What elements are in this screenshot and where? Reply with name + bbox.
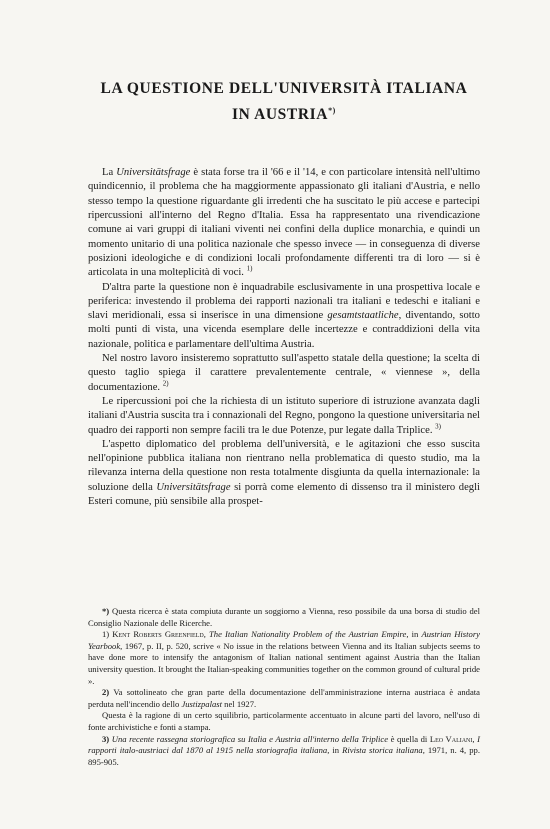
title-line-1: LA QUESTIONE DELL'UNIVERSITÀ ITALIANA: [100, 80, 468, 97]
footnote-3-author: Leo Valiani: [429, 733, 473, 744]
p1-text-a: La: [102, 167, 117, 179]
footnote-2-work: Justizpalast: [181, 698, 223, 709]
paragraph-3: [88, 352, 480, 395]
footnote-3-mark: 3): [102, 733, 110, 744]
footnote-1-rest: , 1967, p. II, p. 520, scrive « No issue in the relations between Vienna and its Italian subjects seems to have done more to intensify the antagonism of Italian national sentiment against Austria than the Italian university question. It brought the Italian-speaking communities together on the common ground of cultural pride ».: [88, 640, 480, 686]
footnote-ref-1[interactable]: 1): [246, 264, 253, 273]
footnote-1-author: Kent Roberts Greenfield,: [109, 629, 209, 640]
footnote-3-journal: Rivista storica italiana: [342, 745, 423, 756]
footnote-star-text: Questa ricerca è stata compiuta durante un soggiorno a Vienna, reso possibile da una borsa di studio del Consiglio Nazionale delle Ricerche.: [88, 606, 480, 628]
article-title: [88, 0, 480, 126]
footnote-1-mark: 1): [102, 629, 110, 640]
title-footnote-mark: *): [328, 106, 336, 115]
paragraph-4: [88, 395, 480, 438]
footnote-ref-2[interactable]: 2): [162, 379, 169, 388]
footnote-star: [88, 606, 480, 629]
p2-text-c: , diventando, sotto molti punti di vista, una vicenda esemplare delle incertezze e contraddizioni della vita nazionale, politica e parlamentare dell'ultima Austria.: [88, 310, 480, 350]
footnote-1-work: The Italian Nationality Problem of the Austrian Empire: [209, 629, 407, 640]
footnote-3-italic: Una recente rassegna storiografica su Italia e Austria all'interno della Triplice: [109, 733, 389, 744]
footnote-2-rest: nel 1927.: [222, 698, 257, 709]
paragraph-5: [88, 438, 480, 509]
footnote-3-text-b: è quella di: [388, 733, 430, 744]
p5-text-a: L'aspetto diplomatico del problema dell'università, e le agitazioni che esso suscita nell'opinione pubblica italiana non rientrano nella problematica di questo studio, ma la rilevanza interna della questione non resta totalmente disgiunta da quella internazionale: la soluzione della: [88, 438, 480, 493]
p5-text-c: si porrà come elemento di dissenso tra il ministero degli Esteri comune, più sensibile alla prospet-: [88, 481, 480, 507]
footnote-2b-text: Questa è la ragione di un certo squilibrio, particolarmente accentuato in alcune parti del lavoro, nell'uso di fonte archivistiche e fonti a stampa.: [88, 710, 480, 732]
footnote-2-text: Va sottolineato che gran parte della documentazione dell'amministrazione interna austriaca è andata perduta nell'incendio dello: [88, 687, 480, 709]
footnote-1: [88, 629, 480, 687]
article-body: [88, 166, 480, 509]
footnote-2-continued: [88, 710, 480, 733]
p1-text-c: è stata forse tra il '66 e il '14, e con particolare intensità nell'ultimo quindicennio, il problema che ha maggiormente appassionato gli italiani d'Austria, e nello stesso tempo la questione riguardante gli irredenti che ha suscitato le più accese e partecipi ripercussioni all'interno del Regno d'Italia. Essa ha rappresentato una rivendicazione comune ai vari gruppi di italiani viventi nei confini della duplice monarchia, e quindi un momento unitario di una politica nazionale che spesso invece — in conseguenza di diverse posizioni ideologiche e di condizioni locali profondamente differenti tra di loro — si è articolata in una molteplicità di voci.: [88, 167, 480, 279]
p2-italic: gesamtstaatliche: [327, 310, 399, 322]
footnote-2-mark: 2): [102, 687, 110, 698]
paragraph-2: [88, 281, 480, 352]
footnote-3-text-c: ,: [472, 733, 478, 744]
p3-text-a: Nel nostro lavoro insisteremo soprattutto sull'aspetto statale della questione; la scelta di questo taglio spiega il carattere prevalentemente centrale, « viennese », della documentazione.: [88, 353, 480, 393]
footnote-1-mid: , in: [406, 629, 422, 640]
p2-text-a: D'altra parte la questione non è inquadrabile esclusivamente in una prospettiva locale e periferica: investendo il problema dei rapporti nazionali tra italiani e tedeschi e italiani e slavi meridionali, essa si inserisce in una dimensione: [88, 281, 480, 322]
footnote-3: [88, 734, 480, 769]
footnotes: [88, 606, 480, 768]
footnote-2: [88, 687, 480, 710]
p4-text-a: Le ripercussioni poi che la richiesta di un istituto superiore di istruzione avanzata dagli italiani d'Austria suscita tra i connazionali del Regno, pongono la questione universitaria nel quadro dei rapporti non sempre facili tra le due Potenze, pur legate dalla Triplice.: [88, 395, 480, 436]
footnote-3-text-e: , 1971, n. 4, pp. 895-905.: [88, 745, 480, 767]
footnote-star-mark: *): [102, 606, 110, 616]
title-line-2: IN AUSTRIA: [232, 106, 329, 124]
footnote-1-journal: Austrian History Yearbook: [88, 629, 480, 651]
footnote-3-text-d: , in: [327, 745, 343, 756]
p5-italic: Universitätsfrage: [156, 481, 231, 493]
p1-italic: Universitätsfrage: [116, 167, 191, 179]
paragraph-1: [88, 166, 480, 280]
footnote-3-work: I rapporti italo-austriaci dal 1870 al 1915 nella storiografia italiana: [88, 733, 481, 756]
footnote-ref-3[interactable]: 3): [435, 421, 441, 430]
